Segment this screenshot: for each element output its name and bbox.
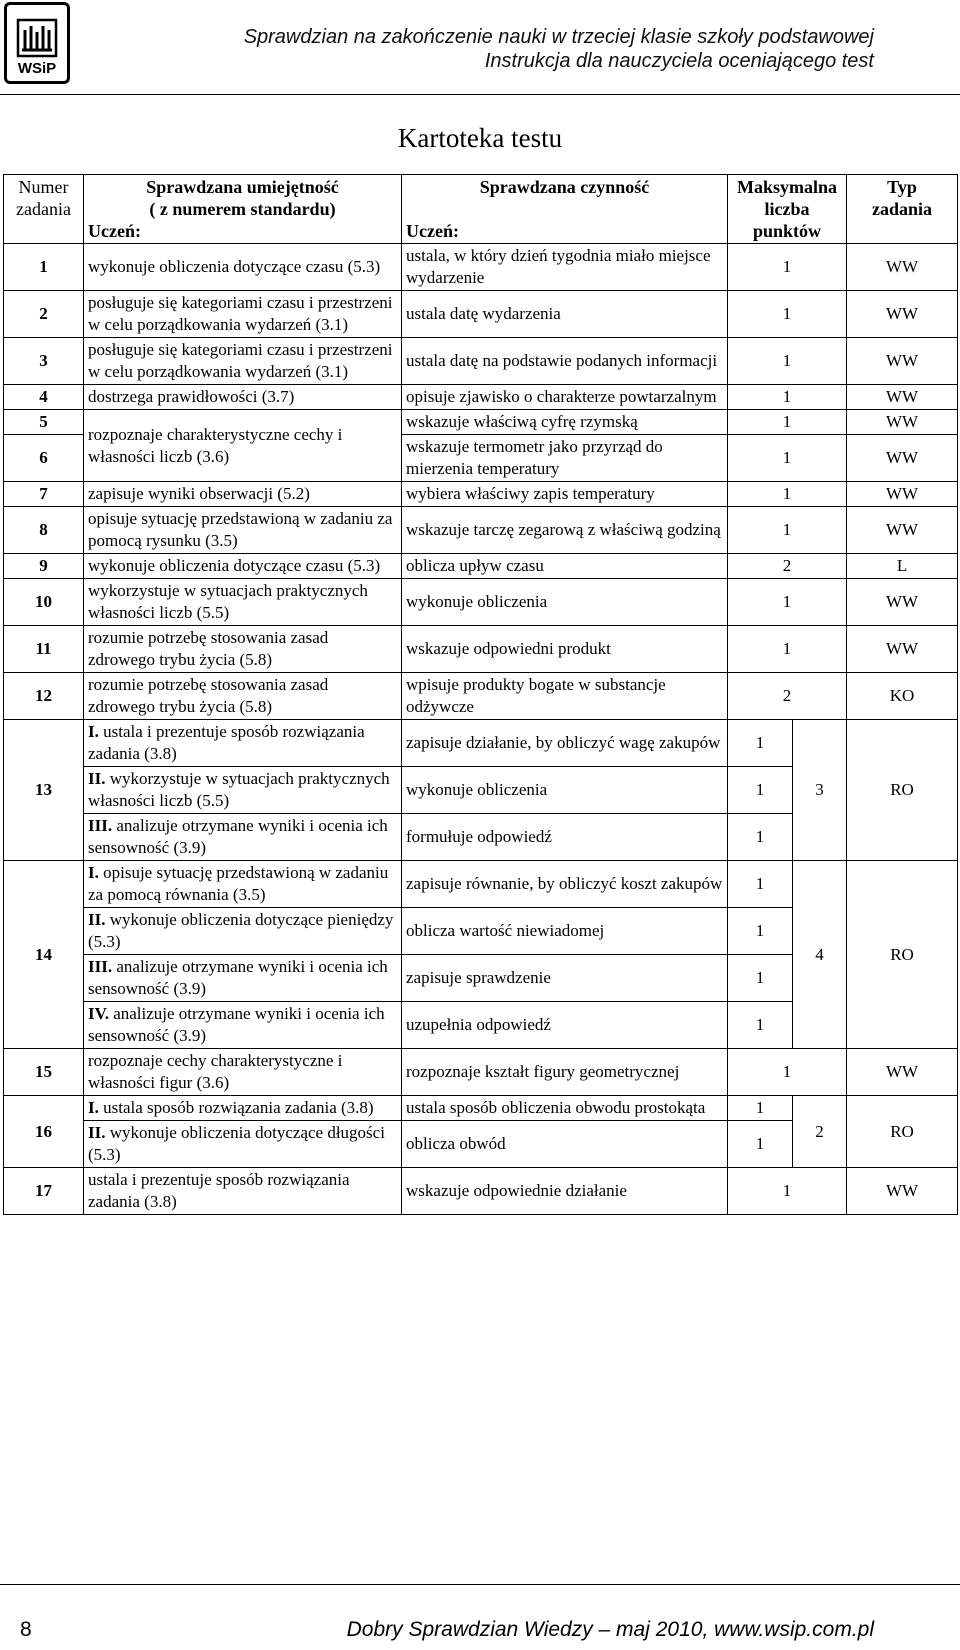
table-row <box>4 1168 958 1215</box>
type-cell: WW <box>847 338 958 385</box>
task-number: 16 <box>4 1096 84 1168</box>
points-cell: 1 <box>728 814 793 861</box>
points-cell: 1 <box>728 482 847 507</box>
table-row <box>4 291 958 338</box>
activity-cell: rozpoznaje kształt figury geometrycznej <box>402 1049 728 1096</box>
task-number: 6 <box>4 435 84 482</box>
header-row <box>4 175 958 244</box>
points-cell: 1 <box>728 507 847 554</box>
activity-cell: wskazuje tarczę zegarową z właściwą godziną <box>402 507 728 554</box>
points-cell: 1 <box>728 579 847 626</box>
activity-cell: ustala, w który dzień tygodnia miało miejsce wydarzenie <box>402 244 728 291</box>
type-cell: RO <box>847 861 958 1049</box>
footer-text: Dobry Sprawdzian Wiedzy – maj 2010, www.wsip.com.pl <box>346 1618 874 1641</box>
activity-cell: wskazuje odpowiednie działanie <box>402 1168 728 1215</box>
skill-cell: rozpoznaje charakterystyczne cechy i własności liczb (3.6) <box>84 410 402 482</box>
logo-text: WSiP <box>17 60 57 77</box>
header-line-1: Sprawdzian na zakończenie nauki w trzeciej klasie szkoły podstawowej <box>243 26 874 48</box>
activity-cell: oblicza upływ czasu <box>402 554 728 579</box>
activity-cell: ustala datę wydarzenia <box>402 291 728 338</box>
header-divider <box>0 94 960 95</box>
task-number: 17 <box>4 1168 84 1215</box>
table-row <box>4 385 958 410</box>
activity-cell: oblicza obwód <box>402 1121 728 1168</box>
skill-cell: II. wykonuje obliczenia dotyczące długości (5.3) <box>84 1121 402 1168</box>
activity-cell: wykonuje obliczenia <box>402 579 728 626</box>
points-cell: 1 <box>728 410 847 435</box>
document-header <box>244 25 874 73</box>
type-cell: WW <box>847 507 958 554</box>
activity-cell: opisuje zjawisko o charakterze powtarzalnym <box>402 385 728 410</box>
skill-cell: posługuje się kategoriami czasu i przestrzeni w celu porządkowania wydarzeń (3.1) <box>84 338 402 385</box>
skill-cell: rozumie potrzebę stosowania zasad zdrowego trybu życia (5.8) <box>84 673 402 720</box>
activity-cell: wskazuje właściwą cyfrę rzymską <box>402 410 728 435</box>
type-cell: WW <box>847 482 958 507</box>
points-cell: 1 <box>728 385 847 410</box>
type-cell: RO <box>847 1096 958 1168</box>
activity-cell: zapisuje równanie, by obliczyć koszt zakupów <box>402 861 728 908</box>
task-number: 2 <box>4 291 84 338</box>
points-cell: 1 <box>728 291 847 338</box>
type-cell: WW <box>847 385 958 410</box>
table-row <box>4 338 958 385</box>
type-cell: WW <box>847 291 958 338</box>
table-row <box>4 482 958 507</box>
skill-cell: posługuje się kategoriami czasu i przestrzeni w celu porządkowania wydarzeń (3.1) <box>84 291 402 338</box>
points-cell: 1 <box>728 955 793 1002</box>
table-row <box>4 579 958 626</box>
activity-cell: wybiera właściwy zapis temperatury <box>402 482 728 507</box>
table-row <box>4 720 958 767</box>
activity-cell: wskazuje termometr jako przyrząd do mierzenia temperatury <box>402 435 728 482</box>
skill-cell: zapisuje wyniki obserwacji (5.2) <box>84 482 402 507</box>
skill-cell: dostrzega prawidłowości (3.7) <box>84 385 402 410</box>
type-cell: WW <box>847 435 958 482</box>
points-cell: 1 <box>728 338 847 385</box>
task-number: 8 <box>4 507 84 554</box>
task-number: 3 <box>4 338 84 385</box>
skill-cell: opisuje sytuację przedstawioną w zadaniu za pomocą rysunku (3.5) <box>84 507 402 554</box>
skill-cell: ustala i prezentuje sposób rozwiązania zadania (3.8) <box>84 1168 402 1215</box>
points-cell: 1 <box>728 908 793 955</box>
type-cell: RO <box>847 720 958 861</box>
type-cell: WW <box>847 244 958 291</box>
points-cell: 2 <box>728 554 847 579</box>
activity-cell: ustala datę na podstawie podanych informacji <box>402 338 728 385</box>
table-row <box>4 1049 958 1096</box>
header-skill: Sprawdzana umiejętność ( z numerem standardu) Uczeń: <box>84 175 402 244</box>
type-cell: KO <box>847 673 958 720</box>
skill-cell: I. ustala i prezentuje sposób rozwiązania zadania (3.8) <box>84 720 402 767</box>
task-chart-table <box>3 174 958 1215</box>
wsip-logo <box>4 2 70 84</box>
skill-cell: wykonuje obliczenia dotyczące czasu (5.3) <box>84 244 402 291</box>
activity-cell: zapisuje działanie, by obliczyć wagę zakupów <box>402 720 728 767</box>
points-cell: 1 <box>728 1002 793 1049</box>
points-cell: 1 <box>728 720 793 767</box>
skill-cell: II. wykonuje obliczenia dotyczące pieniędzy (5.3) <box>84 908 402 955</box>
total-points-cell: 2 <box>793 1096 847 1168</box>
footer-divider <box>0 1584 960 1585</box>
type-cell: WW <box>847 579 958 626</box>
points-cell: 1 <box>728 767 793 814</box>
activity-cell: oblicza wartość niewiadomej <box>402 908 728 955</box>
header-line-2: Instrukcja dla nauczyciela oceniającego test <box>484 50 874 72</box>
points-cell: 1 <box>728 1121 793 1168</box>
header-max-points: Maksymalna liczba punktów <box>728 175 847 244</box>
table-row <box>4 1096 958 1121</box>
type-cell: WW <box>847 626 958 673</box>
header-task-type: Typ zadania <box>847 175 958 244</box>
skill-cell: III. analizuje otrzymane wyniki i ocenia ich sensowność (3.9) <box>84 814 402 861</box>
skill-cell: III. analizuje otrzymane wyniki i ocenia ich sensowność (3.9) <box>84 955 402 1002</box>
table-row <box>4 673 958 720</box>
header-activity: Sprawdzana czynność Uczeń: <box>402 175 728 244</box>
skill-cell: wykorzystuje w sytuacjach praktycznych własności liczb (5.5) <box>84 579 402 626</box>
table-row <box>4 244 958 291</box>
table-row <box>4 410 958 435</box>
task-number: 1 <box>4 244 84 291</box>
activity-cell: zapisuje sprawdzenie <box>402 955 728 1002</box>
points-cell: 1 <box>728 626 847 673</box>
activity-cell: ustala sposób obliczenia obwodu prostokąta <box>402 1096 728 1121</box>
table-row <box>4 861 958 908</box>
task-number: 9 <box>4 554 84 579</box>
task-number: 11 <box>4 626 84 673</box>
activity-cell: wskazuje odpowiedni produkt <box>402 626 728 673</box>
skill-cell: rozumie potrzebę stosowania zasad zdrowego trybu życia (5.8) <box>84 626 402 673</box>
task-number: 7 <box>4 482 84 507</box>
type-cell: L <box>847 554 958 579</box>
skill-cell: I. opisuje sytuację przedstawioną w zadaniu za pomocą równania (3.5) <box>84 861 402 908</box>
header-task-number: Numer zadania <box>4 175 84 244</box>
page-title: Kartoteka testu <box>397 123 563 153</box>
points-cell: 1 <box>728 435 847 482</box>
type-cell: WW <box>847 1049 958 1096</box>
task-number: 13 <box>4 720 84 861</box>
activity-cell: wykonuje obliczenia <box>402 767 728 814</box>
activity-cell: uzupełnia odpowiedź <box>402 1002 728 1049</box>
task-number: 15 <box>4 1049 84 1096</box>
activity-cell: wpisuje produkty bogate w substancje odżywcze <box>402 673 728 720</box>
skill-cell: I. ustala sposób rozwiązania zadania (3.8) <box>84 1096 402 1121</box>
points-cell: 1 <box>728 861 793 908</box>
table-row <box>4 554 958 579</box>
skill-cell: wykonuje obliczenia dotyczące czasu (5.3) <box>84 554 402 579</box>
task-number: 10 <box>4 579 84 626</box>
skill-cell: IV. analizuje otrzymane wyniki i ocenia ich sensowność (3.9) <box>84 1002 402 1049</box>
task-number: 12 <box>4 673 84 720</box>
points-cell: 1 <box>728 244 847 291</box>
points-cell: 1 <box>728 1049 847 1096</box>
table-row <box>4 626 958 673</box>
type-cell: WW <box>847 410 958 435</box>
book-tree-icon <box>15 18 59 58</box>
points-cell: 1 <box>728 1168 847 1215</box>
table-row <box>4 507 958 554</box>
points-cell: 1 <box>728 1096 793 1121</box>
points-cell: 2 <box>728 673 847 720</box>
total-points-cell: 4 <box>793 861 847 1049</box>
activity-cell: formułuje odpowiedź <box>402 814 728 861</box>
task-number: 4 <box>4 385 84 410</box>
skill-cell: rozpoznaje cechy charakterystyczne i własności figur (3.6) <box>84 1049 402 1096</box>
page-number: 8 <box>20 1618 32 1641</box>
task-number: 5 <box>4 410 84 435</box>
task-number: 14 <box>4 861 84 1049</box>
skill-cell: II. wykorzystuje w sytuacjach praktycznych własności liczb (5.5) <box>84 767 402 814</box>
type-cell: WW <box>847 1168 958 1215</box>
total-points-cell: 3 <box>793 720 847 861</box>
